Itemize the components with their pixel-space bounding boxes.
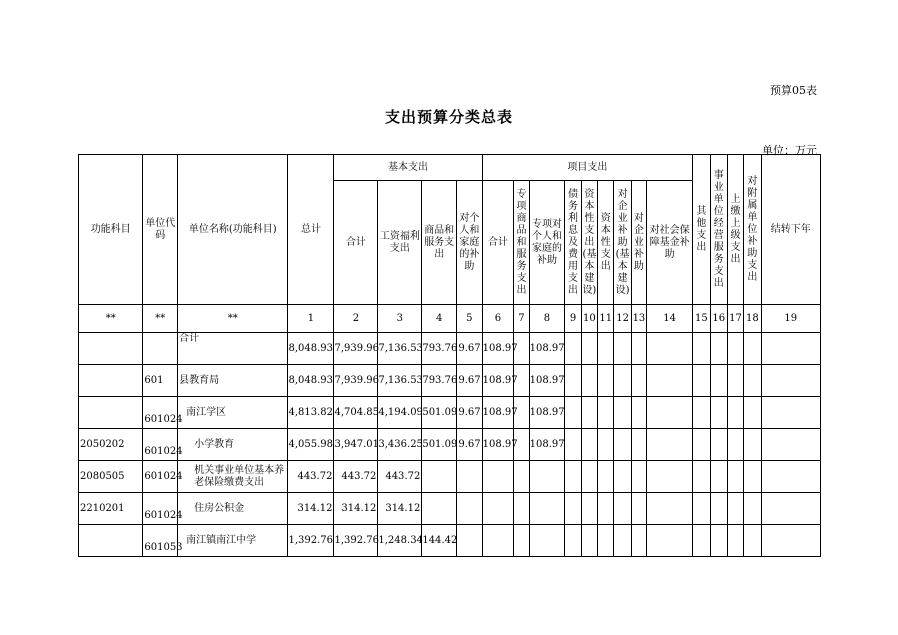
cell-basic-wage: 4,194.09 <box>378 397 422 429</box>
cell-name: 南江学区 <box>178 397 288 429</box>
cell-basic-personal: 9.67 <box>457 333 483 365</box>
cell-empty <box>631 365 646 397</box>
header-basic-personal: 对个人和家庭的补助 <box>457 181 483 305</box>
header-biz-service: 事业单位经营服务支出 <box>710 155 727 305</box>
cell-basic-wage: 443.72 <box>378 461 422 493</box>
cell-empty <box>693 333 710 365</box>
cell-empty <box>710 397 727 429</box>
header-total: 总计 <box>288 155 334 305</box>
index-cell: 14 <box>647 305 693 333</box>
cell-proj-personal: 108.97 <box>529 333 565 365</box>
cell-basic-total: 314.12 <box>334 493 378 525</box>
header-basic-total: 合计 <box>334 181 378 305</box>
cell-empty <box>647 365 693 397</box>
header-project: 项目支出 <box>482 155 693 181</box>
cell-basic-personal: 9.67 <box>457 429 483 461</box>
page-title: 支出预算分类总表 <box>384 108 513 126</box>
cell-empty <box>710 461 727 493</box>
cell-empty <box>647 461 693 493</box>
cell-basic-total: 3,947.01 <box>334 429 378 461</box>
unit-label: 单位：万元 <box>762 144 817 157</box>
cell-name: 住房公积金 <box>178 493 288 525</box>
header-proj-capital: 资本性支出(基本建设) <box>581 181 597 305</box>
cell-proj-total: 108.97 <box>482 429 514 461</box>
cell-empty <box>647 397 693 429</box>
index-cell: 16 <box>710 305 727 333</box>
index-cell: 19 <box>761 305 820 333</box>
cell-empty <box>614 493 631 525</box>
cell-basic-personal: 9.67 <box>457 365 483 397</box>
cell-empty <box>710 525 727 557</box>
index-cell: 8 <box>529 305 565 333</box>
table-row <box>79 461 821 493</box>
cell-empty <box>727 397 743 429</box>
cell-empty <box>693 429 710 461</box>
cell-empty <box>631 397 646 429</box>
cell-basic-wage: 314.12 <box>378 493 422 525</box>
cell-proj-goods <box>514 493 529 525</box>
cell-empty <box>598 493 614 525</box>
header-subsidiary: 对附属单位补助支出 <box>744 155 761 305</box>
cell-empty <box>565 397 581 429</box>
cell-func <box>79 397 143 429</box>
cell-basic-personal: 9.67 <box>457 397 483 429</box>
cell-empty <box>693 365 710 397</box>
index-cell: 10 <box>581 305 597 333</box>
cell-empty <box>581 397 597 429</box>
index-cell: 3 <box>378 305 422 333</box>
cell-code: 601024 <box>143 493 178 525</box>
cell-empty <box>761 365 820 397</box>
cell-empty <box>647 525 693 557</box>
header-proj-enterprise: 对企业补助(基本建设) <box>614 181 631 305</box>
index-cell: 6 <box>482 305 514 333</box>
cell-empty <box>693 397 710 429</box>
cell-empty <box>631 333 646 365</box>
budget-table <box>78 154 821 557</box>
cell-proj-personal: 108.97 <box>529 365 565 397</box>
header-proj-capital2: 资本性支出 <box>598 181 614 305</box>
index-cell: 1 <box>288 305 334 333</box>
cell-empty <box>727 493 743 525</box>
cell-name: 县教育局 <box>178 365 288 397</box>
cell-empty <box>727 365 743 397</box>
table-row <box>79 333 821 365</box>
header-proj-social: 对社会保障基金补助 <box>647 181 693 305</box>
cell-basic-goods <box>422 461 457 493</box>
cell-proj-total: 108.97 <box>482 397 514 429</box>
index-cell: 11 <box>598 305 614 333</box>
cell-empty <box>614 397 631 429</box>
index-cell: 17 <box>727 305 743 333</box>
cell-empty <box>631 525 646 557</box>
cell-basic-total: 4,704.85 <box>334 397 378 429</box>
cell-empty <box>693 525 710 557</box>
index-row <box>79 305 821 333</box>
cell-empty <box>761 493 820 525</box>
cell-empty <box>598 397 614 429</box>
cell-proj-personal <box>529 493 565 525</box>
cell-code: 601024 <box>143 461 178 493</box>
cell-empty <box>565 365 581 397</box>
cell-empty <box>647 429 693 461</box>
cell-empty <box>744 525 761 557</box>
cell-func: 2210201 <box>79 493 143 525</box>
cell-empty <box>614 429 631 461</box>
cell-proj-goods <box>514 461 529 493</box>
cell-empty <box>744 461 761 493</box>
header-unit-code: 单位代码 <box>143 155 178 305</box>
header-proj-enterprise2: 对企业补助 <box>631 181 646 305</box>
cell-basic-total: 1,392.76 <box>334 525 378 557</box>
cell-basic-wage: 7,136.53 <box>378 333 422 365</box>
form-number: 预算05表 <box>770 84 817 97</box>
cell-total: 4,813.82 <box>288 397 334 429</box>
cell-total: 8,048.93 <box>288 333 334 365</box>
cell-proj-total <box>482 525 514 557</box>
cell-empty <box>693 461 710 493</box>
header-basic-wage: 工资福利支出 <box>378 181 422 305</box>
table-row <box>79 365 821 397</box>
header-carryover: 结转下年 <box>761 155 820 305</box>
cell-basic-goods: 793.76 <box>422 365 457 397</box>
index-cell: 9 <box>565 305 581 333</box>
cell-empty <box>581 365 597 397</box>
cell-empty <box>761 397 820 429</box>
cell-basic-goods <box>422 493 457 525</box>
cell-proj-total <box>482 493 514 525</box>
cell-empty <box>565 429 581 461</box>
cell-empty <box>581 525 597 557</box>
cell-empty <box>761 525 820 557</box>
cell-func <box>79 525 143 557</box>
cell-empty <box>565 333 581 365</box>
cell-empty <box>647 493 693 525</box>
cell-empty <box>631 461 646 493</box>
table-row <box>79 493 821 525</box>
cell-empty <box>727 525 743 557</box>
cell-empty <box>581 333 597 365</box>
cell-empty <box>598 365 614 397</box>
header-basic-goods: 商品和服务支出 <box>422 181 457 305</box>
index-cell: ** <box>79 305 143 333</box>
cell-code: 601024 <box>143 429 178 461</box>
cell-empty <box>744 429 761 461</box>
table-row <box>79 397 821 429</box>
cell-empty <box>565 525 581 557</box>
cell-empty <box>761 429 820 461</box>
cell-empty <box>598 461 614 493</box>
cell-basic-personal <box>457 525 483 557</box>
cell-proj-personal <box>529 525 565 557</box>
cell-func: 2050202 <box>79 429 143 461</box>
header-proj-other: 其他支出 <box>693 155 710 305</box>
cell-empty <box>614 365 631 397</box>
index-cell: ** <box>178 305 288 333</box>
cell-basic-total: 7,939.96 <box>334 333 378 365</box>
cell-total: 1,392.76 <box>288 525 334 557</box>
cell-basic-goods: 501.09 <box>422 397 457 429</box>
cell-empty <box>598 429 614 461</box>
cell-empty <box>710 333 727 365</box>
cell-empty <box>761 461 820 493</box>
index-cell: 15 <box>693 305 710 333</box>
table-row <box>79 429 821 461</box>
header-func-subject: 功能科目 <box>79 155 143 305</box>
cell-proj-personal <box>529 461 565 493</box>
cell-empty <box>693 493 710 525</box>
index-cell: 2 <box>334 305 378 333</box>
cell-empty <box>744 493 761 525</box>
cell-basic-goods: 501.09 <box>422 429 457 461</box>
cell-total: 4,055.98 <box>288 429 334 461</box>
index-cell: 4 <box>422 305 457 333</box>
index-cell: 13 <box>631 305 646 333</box>
cell-empty <box>744 397 761 429</box>
cell-empty <box>565 493 581 525</box>
cell-basic-personal <box>457 493 483 525</box>
cell-total: 443.72 <box>288 461 334 493</box>
index-cell: 5 <box>457 305 483 333</box>
cell-empty <box>614 525 631 557</box>
cell-basic-wage: 7,136.53 <box>378 365 422 397</box>
cell-name: 南江镇南江中学 <box>178 525 288 557</box>
cell-name: 合计 <box>178 333 288 365</box>
header-proj-total: 合计 <box>482 181 514 305</box>
cell-proj-total <box>482 461 514 493</box>
cell-empty <box>581 461 597 493</box>
cell-empty <box>710 365 727 397</box>
cell-empty <box>761 333 820 365</box>
cell-empty <box>598 333 614 365</box>
cell-total: 314.12 <box>288 493 334 525</box>
cell-name: 小学教育 <box>178 429 288 461</box>
cell-empty <box>565 461 581 493</box>
cell-empty <box>614 461 631 493</box>
cell-proj-personal: 108.97 <box>529 429 565 461</box>
header-proj-debt: 债务利息及费用支出 <box>565 181 581 305</box>
index-cell: 18 <box>744 305 761 333</box>
cell-basic-goods: 144.42 <box>422 525 457 557</box>
cell-proj-total: 108.97 <box>482 365 514 397</box>
cell-empty <box>631 429 646 461</box>
cell-empty <box>581 493 597 525</box>
cell-proj-goods <box>514 525 529 557</box>
cell-empty <box>744 333 761 365</box>
header-upper: 上缴上级支出 <box>727 155 743 305</box>
cell-empty <box>727 333 743 365</box>
cell-empty <box>614 333 631 365</box>
cell-empty <box>710 493 727 525</box>
cell-proj-personal: 108.97 <box>529 397 565 429</box>
cell-basic-goods: 793.76 <box>422 333 457 365</box>
header-unit-name: 单位名称(功能科目) <box>178 155 288 305</box>
cell-code: 601 <box>143 365 178 397</box>
cell-proj-total: 108.97 <box>482 333 514 365</box>
cell-empty <box>710 429 727 461</box>
cell-empty <box>581 429 597 461</box>
table-row <box>79 525 821 557</box>
cell-code <box>143 333 178 365</box>
cell-empty <box>727 461 743 493</box>
index-cell: 7 <box>514 305 529 333</box>
cell-empty <box>598 525 614 557</box>
cell-empty <box>727 429 743 461</box>
cell-basic-personal <box>457 461 483 493</box>
cell-code: 601024 <box>143 397 178 429</box>
cell-empty <box>744 365 761 397</box>
cell-func: 2080505 <box>79 461 143 493</box>
cell-code: 601053 <box>143 525 178 557</box>
cell-name: 机关事业单位基本养老保险缴费支出 <box>178 461 288 493</box>
cell-empty <box>647 333 693 365</box>
cell-basic-wage: 3,436.25 <box>378 429 422 461</box>
cell-basic-total: 7,939.96 <box>334 365 378 397</box>
cell-basic-total: 443.72 <box>334 461 378 493</box>
header-basic: 基本支出 <box>334 155 482 181</box>
header-proj-goods: 专项商品和服务支出 <box>514 181 529 305</box>
header-proj-personal: 专项对个人和家庭的补助 <box>529 181 565 305</box>
index-cell: 12 <box>614 305 631 333</box>
cell-func <box>79 365 143 397</box>
cell-basic-wage: 1,248.34 <box>378 525 422 557</box>
cell-func <box>79 333 143 365</box>
cell-empty <box>631 493 646 525</box>
index-cell: ** <box>143 305 178 333</box>
cell-total: 8,048.93 <box>288 365 334 397</box>
